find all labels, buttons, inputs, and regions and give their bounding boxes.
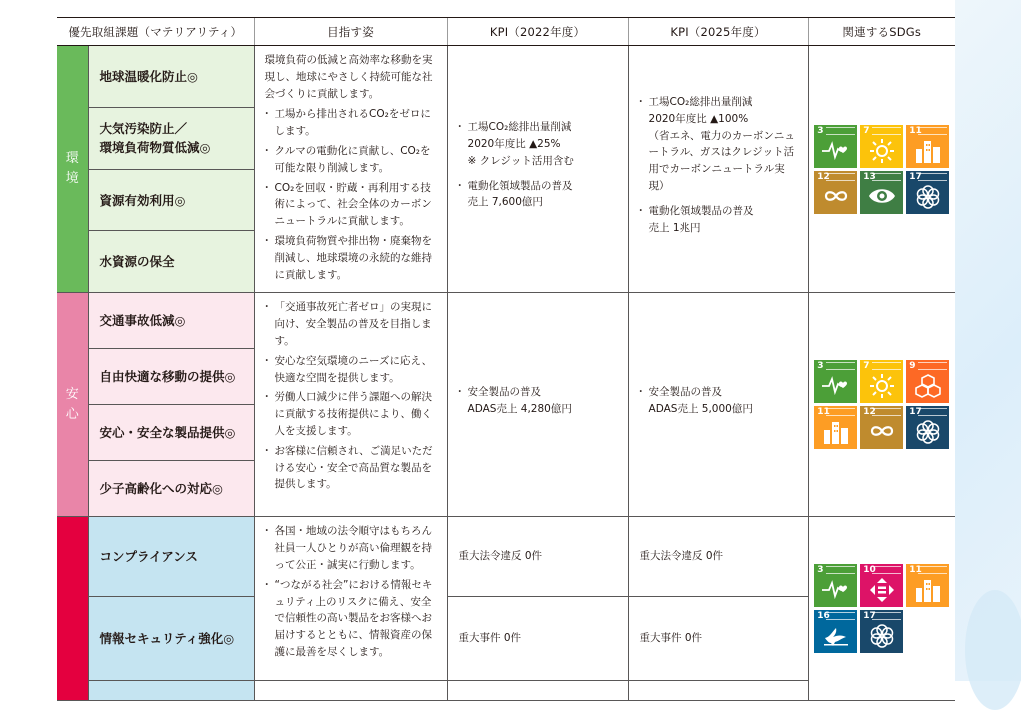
sdg-number: 3 (817, 125, 824, 136)
sdg-goal-caption (826, 362, 855, 370)
kpi-item (639, 94, 798, 195)
sdg-goal-caption (872, 127, 901, 135)
kpi-2022-environment (447, 46, 628, 293)
sdg-number: 3 (817, 565, 824, 576)
sdg-number: 10 (863, 565, 876, 576)
topic-info-security: 情報セキュリティ強化◎ (88, 597, 254, 681)
sdg-number: 11 (817, 407, 830, 418)
sdgs-environment (808, 46, 955, 293)
goal-item: ・ 各国・地域の法令順守はもちろん社員一人ひとりが高い倫理観を持って公正・誠実に行動します。 (265, 523, 439, 573)
category-governance (57, 517, 88, 701)
goal-item: ・ CO₂を回収・貯蔵・再利用する技術によって、社会全体のカーボンニュートラルに貢献します。 (265, 180, 439, 230)
goal-item: ・ クルマの電動化に貢献し、CO₂を可能な限り削減します。 (265, 143, 439, 177)
kpi-next-row (447, 681, 628, 701)
sdg-goal-caption (872, 408, 901, 416)
sdg-9-tile (906, 360, 949, 403)
header-materiality: 優先取組課題（マテリアリティ） (57, 18, 254, 46)
sdg-goal-caption (826, 612, 855, 620)
sdgs-governance (808, 517, 955, 701)
goal-list (265, 299, 439, 493)
sdg-number: 17 (863, 611, 876, 622)
sdg-grid (814, 564, 949, 653)
kpi-2022-compliance: 重大法令違反 0件 (447, 517, 628, 597)
sdg-13-tile (860, 171, 903, 214)
kpi-text: ・ 電動化領域製品の普及 売上 7,600億円 (467, 179, 573, 209)
topic-next-row (88, 681, 254, 701)
kpi-text: ・ 工場CO₂総排出量削減 2020年度比 ▲100% （省エネ、電力のカーボンニュートラル、ガスはクレジット活用でカーボンニュートラル実現） (648, 95, 795, 192)
goal-safety (254, 293, 447, 517)
goal-intro: 環境負荷の低減と高効率な移動を実現し、地球にやさしく持続可能な社会づくりに貢献します。 (264, 54, 433, 100)
table-header-row (57, 18, 955, 46)
governance-section (57, 517, 955, 701)
topic-aging-society: 少子高齢化への対応◎ (88, 461, 254, 517)
kpi-2025-environment (628, 46, 808, 293)
goal-item: ・ “つながる社会”における情報セキュリティ上のリスクに備え、安全で信頼性の高い製品をお客様へお届けするとともに、情報資産の保護に最善を尽くします。 (265, 577, 439, 661)
sdg-grid (814, 125, 949, 214)
goal-list (265, 523, 439, 660)
category-safety (57, 293, 88, 517)
sdg-number: 17 (909, 407, 922, 418)
sdg-number: 17 (909, 171, 922, 182)
sdg-17-tile (906, 406, 949, 449)
goal-list (265, 106, 439, 283)
sdg-17-tile (860, 610, 903, 653)
kpi-2022-safety (447, 293, 628, 517)
sdg-17-tile (906, 171, 949, 214)
sdg-12-tile (814, 171, 857, 214)
kpi-item (458, 384, 618, 418)
topic-global-warming: 地球温暖化防止◎ (88, 46, 254, 108)
sdg-number: 7 (863, 361, 870, 372)
topic-air-pollution: 大気汚染防止／ 環境負荷物質低減◎ (88, 107, 254, 169)
sdg-number: 11 (909, 125, 922, 136)
goal-item: ・ 工場から排出されるCO₂をゼロにします。 (265, 106, 439, 140)
category-label: 環境 (65, 151, 79, 187)
topic-compliance: コンプライアンス (88, 517, 254, 597)
header-sdgs: 関連するSDGs (808, 18, 955, 46)
sdg-goal-caption (918, 173, 947, 181)
sdg-number: 16 (817, 611, 830, 622)
sdg-goal-caption (918, 127, 947, 135)
sdg-number: 3 (817, 361, 824, 372)
sdg-11-tile (906, 564, 949, 607)
sdg-11-tile (906, 125, 949, 168)
sdg-number: 9 (909, 361, 916, 372)
sdgs-safety (808, 293, 955, 517)
kpi-text: ・ 安全製品の普及 ADAS売上 4,280億円 (467, 386, 572, 415)
kpi-text: ・ 安全製品の普及 ADAS売上 5,000億円 (648, 386, 753, 415)
category-label: 安心 (65, 386, 79, 422)
sdg-goal-caption (918, 566, 947, 574)
sdg-goal-caption (826, 408, 855, 416)
topic-safe-products: 安心・安全な製品提供◎ (88, 405, 254, 461)
sdg-3-tile (814, 360, 857, 403)
sdg-goal-caption (872, 612, 901, 620)
goal-item: ・ 「交通事故死亡者ゼロ」の実現に向け、安全製品の普及を目指します。 (265, 299, 439, 349)
background-decoration (955, 0, 1021, 681)
sdg-goal-caption (918, 408, 947, 416)
goal-item: ・ 労働人口減少に伴う課題への解決に貢献する技術提供により、働く人を支援します。 (265, 389, 439, 439)
kpi-text: ・ 工場CO₂総排出量削減 2020年度比 ▲25% ※ クレジット活用含む (467, 121, 574, 167)
kpi-item (458, 119, 618, 169)
header-kpi-2022: KPI（2022年度） (447, 18, 628, 46)
kpi-item (639, 203, 798, 237)
category-environment (57, 46, 88, 293)
sdg-7-tile (860, 125, 903, 168)
header-kpi-2025: KPI（2025年度） (628, 18, 808, 46)
kpi-2025-compliance: 重大法令違反 0件 (628, 517, 808, 597)
sdg-goal-caption (826, 566, 855, 574)
kpi-item (458, 178, 618, 212)
sdg-11-tile (814, 406, 857, 449)
sdg-grid (814, 360, 949, 449)
sdg-7-tile (860, 360, 903, 403)
goal-item: ・ お客様に信頼され、ご満足いただける安心・安全で高品質な製品を提供します。 (265, 443, 439, 493)
sdg-goal-caption (918, 362, 947, 370)
topic-traffic-accidents: 交通事故低減◎ (88, 293, 254, 349)
sdg-goal-caption (872, 362, 901, 370)
sdg-3-tile (814, 125, 857, 168)
goal-next-row (254, 681, 447, 701)
kpi-next-row (628, 681, 808, 701)
goal-environment (254, 46, 447, 293)
sdg-goal-caption (826, 173, 855, 181)
goal-item: ・ 環境負荷物質や排出物・廃棄物を削減し、地球環境の永続的な維持に貢献します。 (265, 233, 439, 283)
kpi-2025-security: 重大事件 0件 (628, 597, 808, 681)
sdg-number: 12 (863, 407, 876, 418)
sdg-goal-caption (826, 127, 855, 135)
sdg-goal-caption (872, 173, 901, 181)
safety-section (57, 293, 955, 517)
environment-section (57, 46, 955, 293)
kpi-item (639, 384, 798, 418)
sdg-number: 7 (863, 125, 870, 136)
kpi-2022-security: 重大事件 0件 (447, 597, 628, 681)
sdg-number: 13 (863, 171, 876, 182)
sdg-16-tile (814, 610, 857, 653)
kpi-text: ・ 電動化領域製品の普及 売上 1兆円 (648, 204, 754, 234)
sdg-number: 11 (909, 565, 922, 576)
topic-water: 水資源の保全 (88, 231, 254, 293)
topic-comfortable-mobility: 自由快適な移動の提供◎ (88, 349, 254, 405)
sdg-goal-caption (872, 566, 901, 574)
sdg-number: 12 (817, 171, 830, 182)
topic-resources: 資源有効利用◎ (88, 169, 254, 231)
goal-governance (254, 517, 447, 681)
goal-item: ・ 安心な空気環境のニーズに応え、快適な空間を提供します。 (265, 353, 439, 387)
sdg-12-tile (860, 406, 903, 449)
materiality-table (57, 17, 955, 701)
sdg-10-tile (860, 564, 903, 607)
kpi-2025-safety (628, 293, 808, 517)
sdg-3-tile (814, 564, 857, 607)
header-goal: 目指す姿 (254, 18, 447, 46)
